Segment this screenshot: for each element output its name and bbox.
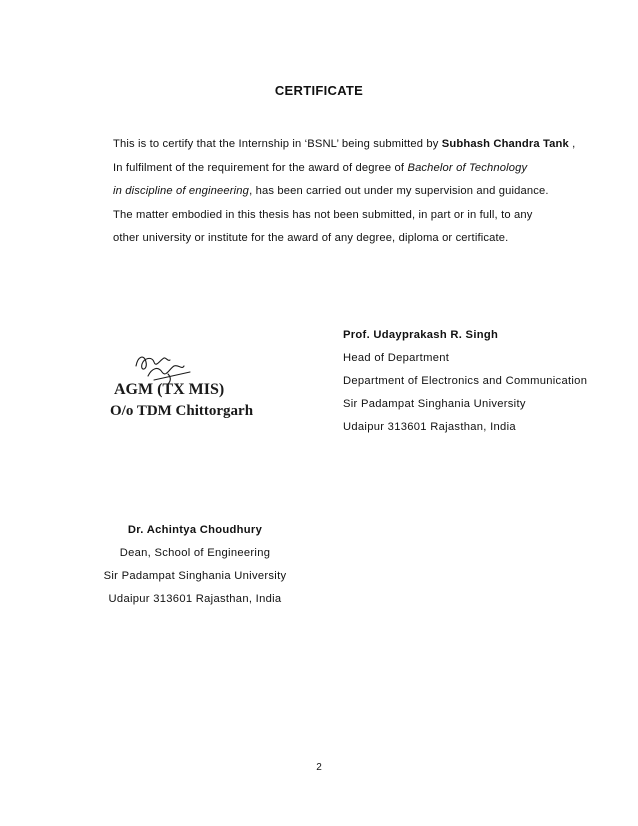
dean-address: Udaipur 313601 Rajasthan, India: [108, 593, 282, 605]
supervisor-address: Udaipur 313601 Rajasthan, India: [343, 421, 516, 433]
supervisor-name: Prof. Udayprakash R. Singh: [343, 329, 499, 341]
body-line-4: The matter embodied in this thesis has not been submitted, in part or in full, to any: [113, 208, 533, 221]
body-line-1-prefix: This is to certify that the Internship in ‘BSNL’ being submitted by: [113, 138, 442, 150]
stamp-line-1: AGM (TX MIS): [114, 381, 225, 398]
supervisor-block: [343, 324, 587, 439]
degree-name: Bachelor of Technology: [407, 161, 528, 174]
discipline: in discipline of engineering: [113, 185, 250, 197]
dean-block: [90, 519, 300, 611]
body-line-1: [113, 133, 633, 157]
supervisor-role: Head of Department: [343, 352, 450, 364]
dean-role: Dean, School of Engineering: [119, 547, 271, 559]
body-line-3-suffix: , has been carried out under my supervision and guidance.: [249, 185, 549, 197]
body-line-1-suffix: ,: [568, 138, 576, 150]
body-line-2-prefix: In fulfilment of the requirement for the award of degree of: [113, 161, 408, 174]
supervisor-university: Sir Padampat Singhania University: [343, 398, 526, 410]
body-line-3: [113, 180, 633, 204]
body-line-5: other university or institute for the award of any degree, diploma or certificate.: [113, 232, 509, 244]
certificate-title: CERTIFICATE: [274, 83, 364, 98]
body-line-2: [113, 157, 633, 181]
supervisor-department: Department of Electronics and Communication: [343, 375, 588, 387]
page-number: 2: [316, 762, 322, 773]
dean-university: Sir Padampat Singhania University: [103, 570, 287, 582]
official-stamp: [108, 346, 254, 422]
dean-name: Dr. Achintya Choudhury: [127, 524, 263, 536]
stamp-line-2: O/o TDM Chittorgarh: [110, 403, 254, 419]
student-name: Subhash Chandra Tank: [441, 138, 569, 150]
signature-scribble: [136, 357, 190, 384]
certificate-body: [113, 133, 633, 251]
